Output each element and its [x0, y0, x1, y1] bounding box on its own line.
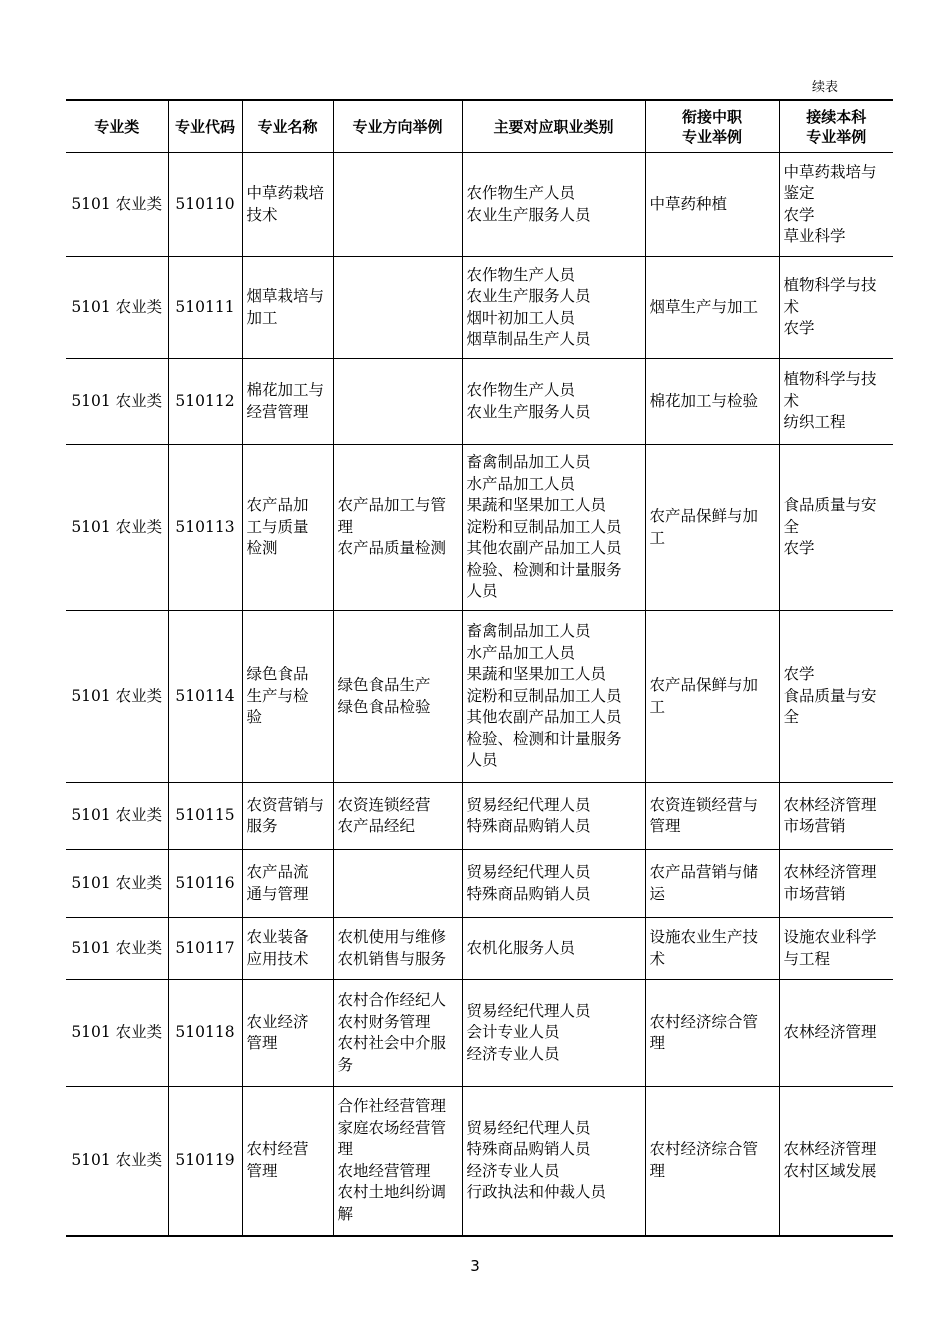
table-row	[66, 918, 893, 980]
cell-direction-line: 农产品质量检测	[337, 539, 447, 558]
cell-jobs	[462, 850, 645, 918]
cell-bachelor-line: 农林经济管理	[783, 863, 877, 881]
cell-name	[242, 445, 333, 611]
cell-name	[242, 257, 333, 359]
cell-bachelor-line: 农学	[783, 665, 815, 684]
cell-secondary-line: 运	[649, 884, 666, 903]
cell-bachelor-line: 中草药栽培与	[783, 162, 877, 181]
cell-jobs-line: 水产品加工人员	[466, 643, 576, 662]
cell-bachelor-line: 设施农业科学	[783, 928, 877, 946]
cell-secondary-line: 理	[649, 1034, 666, 1052]
cell-category: 5101 农业类	[66, 918, 168, 980]
cell-bachelor-line: 全	[783, 708, 800, 727]
cell-direction-line: 农产品经纪	[337, 817, 416, 835]
cell-bachelor-line: 术	[783, 297, 800, 316]
cell-secondary	[645, 783, 779, 850]
cell-bachelor	[779, 611, 893, 783]
cell-secondary	[645, 445, 779, 611]
cell-jobs-line: 果蔬和坚果加工人员	[466, 665, 607, 684]
cell-jobs	[462, 257, 645, 359]
header-secondary-line2: 专业举例	[681, 127, 742, 146]
cell-jobs-line: 检验、检测和计量服务	[466, 560, 622, 579]
cell-secondary-line: 棉花加工与检验	[649, 391, 759, 410]
cell-bachelor-line: 农学	[783, 319, 815, 338]
cell-direction	[333, 153, 462, 257]
cell-category: 5101 农业类	[66, 359, 168, 445]
cell-code: 510110	[168, 153, 242, 257]
cell-direction-line: 农地经营管理	[337, 1161, 431, 1180]
cell-secondary-line: 农村经济综合管	[649, 1012, 759, 1031]
table-body	[66, 153, 893, 1236]
cell-jobs-line: 会计专业人员	[466, 1023, 560, 1042]
cell-name-line: 棉花加工与	[246, 381, 325, 399]
cell-bachelor	[779, 918, 893, 980]
cell-name-line: 农业装备	[246, 928, 309, 946]
cell-name	[242, 850, 333, 918]
cell-secondary-line: 农产品保鲜与加	[649, 676, 759, 694]
cell-bachelor-line: 农林经济管理	[783, 1140, 877, 1159]
cell-bachelor-line: 食品质量与安	[783, 686, 877, 705]
cell-category: 5101 农业类	[66, 257, 168, 359]
cell-jobs-line: 贸易经纪代理人员	[466, 1118, 591, 1137]
header-bachelor-line1: 接续本科	[806, 107, 867, 126]
cell-name-line: 农业经济	[246, 1012, 309, 1031]
cell-name-line: 检测	[246, 539, 278, 558]
cell-bachelor	[779, 359, 893, 445]
table-row	[66, 850, 893, 918]
table-row	[66, 359, 893, 445]
cell-name-line: 服务	[246, 817, 278, 835]
cell-direction	[333, 1087, 462, 1236]
cell-direction-line: 绿色食品检验	[337, 697, 431, 716]
cell-secondary-line: 术	[649, 949, 666, 968]
cell-jobs-line: 经济专业人员	[466, 1161, 560, 1180]
cell-name-line: 中草药栽培	[246, 184, 325, 202]
cell-name-line: 农资营销与	[246, 795, 325, 814]
cell-jobs-line: 烟草制品生产人员	[466, 330, 591, 348]
table-row	[66, 445, 893, 611]
header-secondary-line1: 衔接中职	[681, 107, 742, 126]
cell-code: 510116	[168, 850, 242, 918]
cell-direction-line: 理	[337, 517, 354, 536]
cell-code: 510111	[168, 257, 242, 359]
cell-jobs-line: 贸易经纪代理人员	[466, 1001, 591, 1020]
cell-name-line: 技术	[246, 205, 278, 224]
cell-name-line: 烟草栽培与	[246, 287, 325, 305]
cell-secondary-line: 烟草生产与加工	[649, 297, 759, 316]
header-name: 专业名称	[242, 100, 333, 153]
cell-jobs-line: 人员	[466, 751, 498, 770]
cell-jobs	[462, 918, 645, 980]
cell-name-line: 通与管理	[246, 884, 309, 903]
cell-bachelor-line: 农学	[783, 205, 815, 224]
cell-bachelor	[779, 783, 893, 850]
cell-code: 510117	[168, 918, 242, 980]
cell-name-line: 管理	[246, 1034, 278, 1052]
cell-jobs-line: 贸易经纪代理人员	[466, 863, 591, 881]
cell-direction-line: 家庭农场经营管	[337, 1118, 447, 1137]
cell-direction-line: 农村财务管理	[337, 1012, 431, 1031]
cell-bachelor	[779, 445, 893, 611]
cell-jobs-line: 水产品加工人员	[466, 474, 576, 493]
cell-jobs-line: 农作物生产人员	[466, 265, 576, 284]
cell-jobs	[462, 980, 645, 1087]
cell-direction-line: 合作社经营管理	[337, 1097, 447, 1116]
cell-bachelor-line: 市场营销	[783, 884, 846, 903]
cell-direction-line: 农产品加工与管	[337, 496, 447, 515]
cell-jobs-line: 农业生产服务人员	[466, 287, 591, 305]
header-direction: 专业方向举例	[333, 100, 462, 153]
cell-category: 5101 农业类	[66, 445, 168, 611]
table-row	[66, 153, 893, 257]
cell-name-line: 农产品流	[246, 863, 309, 881]
cell-direction-line: 务	[337, 1055, 354, 1074]
cell-name	[242, 611, 333, 783]
cell-jobs	[462, 611, 645, 783]
cell-code: 510112	[168, 359, 242, 445]
major-catalog-table	[66, 99, 893, 1237]
cell-direction	[333, 257, 462, 359]
cell-code: 510115	[168, 783, 242, 850]
cell-direction	[333, 611, 462, 783]
table-row	[66, 257, 893, 359]
cell-bachelor-line: 纺织工程	[783, 413, 846, 432]
cell-direction	[333, 445, 462, 611]
cell-direction-line: 理	[337, 1140, 354, 1159]
header-bachelor	[779, 100, 893, 153]
cell-bachelor-line: 市场营销	[783, 817, 846, 835]
cell-jobs-line: 检验、检测和计量服务	[466, 729, 622, 748]
cell-bachelor-line: 术	[783, 391, 800, 410]
header-bachelor-line2: 专业举例	[806, 127, 867, 146]
cell-jobs-line: 农业生产服务人员	[466, 402, 591, 421]
cell-name-line: 应用技术	[246, 949, 309, 968]
cell-jobs-line: 畜禽制品加工人员	[466, 453, 591, 472]
cell-secondary-line: 理	[649, 1161, 666, 1180]
cell-jobs-line: 贸易经纪代理人员	[466, 795, 591, 814]
cell-bachelor-line: 鉴定	[783, 184, 815, 202]
cell-jobs-line: 农业生产服务人员	[466, 205, 591, 224]
cell-secondary-line: 中草药种植	[649, 194, 728, 213]
cell-jobs-line: 农作物生产人员	[466, 184, 576, 202]
cell-name-line: 管理	[246, 1161, 278, 1180]
table-row	[66, 1087, 893, 1236]
cell-category: 5101 农业类	[66, 1087, 168, 1236]
cell-bachelor	[779, 1087, 893, 1236]
cell-jobs-line: 农机化服务人员	[466, 938, 576, 957]
cell-bachelor	[779, 980, 893, 1087]
cell-jobs-line: 其他农副产品加工人员	[466, 708, 622, 727]
cell-secondary	[645, 918, 779, 980]
cell-jobs-line: 淀粉和豆制品加工人员	[466, 517, 622, 536]
cell-name	[242, 1087, 333, 1236]
cell-secondary-line: 农资连锁经营与	[649, 795, 759, 814]
cell-category: 5101 农业类	[66, 783, 168, 850]
cell-name-line: 经营管理	[246, 402, 309, 421]
cell-bachelor-line: 植物科学与技	[783, 370, 877, 389]
cell-direction-line: 农村土地纠纷调	[337, 1183, 447, 1202]
cell-name	[242, 359, 333, 445]
cell-code: 510118	[168, 980, 242, 1087]
table-row	[66, 783, 893, 850]
cell-bachelor-line: 草业科学	[783, 227, 846, 245]
cell-code: 510114	[168, 611, 242, 783]
cell-code: 510119	[168, 1087, 242, 1236]
cell-direction	[333, 783, 462, 850]
cell-name-line: 农村经营	[246, 1140, 309, 1159]
cell-direction-line: 农机销售与服务	[337, 949, 447, 968]
cell-secondary	[645, 611, 779, 783]
cell-jobs-line: 特殊商品购销人员	[466, 884, 591, 903]
cell-bachelor	[779, 257, 893, 359]
header-jobs: 主要对应职业类别	[462, 100, 645, 153]
cell-name-line: 工与质量	[246, 517, 309, 536]
cell-bachelor-line: 农林经济管理	[783, 1023, 877, 1042]
cell-jobs	[462, 1087, 645, 1236]
table-row	[66, 611, 893, 783]
cell-direction	[333, 850, 462, 918]
cell-secondary	[645, 359, 779, 445]
cell-direction	[333, 359, 462, 445]
cell-jobs-line: 特殊商品购销人员	[466, 1140, 591, 1159]
cell-jobs-line: 经济专业人员	[466, 1044, 560, 1063]
cell-category: 5101 农业类	[66, 153, 168, 257]
cell-direction-line: 农村社会中介服	[337, 1034, 447, 1052]
cell-direction-line: 农村合作经纪人	[337, 991, 447, 1009]
cell-jobs-line: 特殊商品购销人员	[466, 817, 591, 835]
cell-secondary-line: 工	[649, 528, 666, 547]
cell-bachelor-line: 食品质量与安	[783, 496, 877, 515]
cell-direction-line: 解	[337, 1204, 354, 1223]
cell-secondary-line: 管理	[649, 817, 681, 835]
header-category: 专业类	[66, 100, 168, 153]
cell-bachelor-line: 农林经济管理	[783, 795, 877, 814]
cell-name-line: 加工	[246, 308, 278, 327]
cell-jobs	[462, 153, 645, 257]
cell-jobs	[462, 359, 645, 445]
continued-label: 续表	[812, 80, 839, 95]
cell-category: 5101 农业类	[66, 611, 168, 783]
header-code: 专业代码	[168, 100, 242, 153]
cell-jobs-line: 人员	[466, 582, 498, 601]
cell-secondary	[645, 153, 779, 257]
cell-name-line: 验	[246, 708, 263, 727]
cell-bachelor-line: 农村区域发展	[783, 1161, 877, 1180]
cell-name-line: 农产品加	[246, 496, 309, 515]
cell-secondary-line: 设施农业生产技	[649, 928, 759, 946]
cell-secondary-line: 农产品保鲜与加	[649, 507, 759, 525]
cell-bachelor	[779, 153, 893, 257]
cell-category: 5101 农业类	[66, 980, 168, 1087]
cell-jobs-line: 果蔬和坚果加工人员	[466, 496, 607, 515]
cell-category: 5101 农业类	[66, 850, 168, 918]
cell-direction-line: 农资连锁经营	[337, 795, 431, 814]
cell-bachelor-line: 农学	[783, 539, 815, 558]
cell-direction	[333, 980, 462, 1087]
cell-jobs	[462, 783, 645, 850]
cell-bachelor-line: 植物科学与技	[783, 276, 877, 295]
cell-direction-line: 农机使用与维修	[337, 928, 447, 946]
cell-jobs-line: 农作物生产人员	[466, 381, 576, 399]
cell-jobs-line: 淀粉和豆制品加工人员	[466, 686, 622, 705]
cell-secondary	[645, 980, 779, 1087]
table-header-row	[66, 100, 893, 153]
cell-name	[242, 918, 333, 980]
cell-secondary-line: 工	[649, 697, 666, 716]
cell-secondary-line: 农村经济综合管	[649, 1140, 759, 1159]
cell-jobs	[462, 445, 645, 611]
cell-name	[242, 153, 333, 257]
cell-direction-line: 绿色食品生产	[337, 676, 431, 694]
cell-name-line: 绿色食品	[246, 665, 309, 684]
cell-jobs-line: 其他农副产品加工人员	[466, 539, 622, 558]
cell-code: 510113	[168, 445, 242, 611]
cell-direction	[333, 918, 462, 980]
table-row	[66, 980, 893, 1087]
cell-bachelor-line: 与工程	[783, 949, 831, 968]
cell-bachelor-line: 全	[783, 517, 800, 536]
cell-name-line: 生产与检	[246, 686, 309, 705]
cell-secondary	[645, 850, 779, 918]
cell-jobs-line: 畜禽制品加工人员	[466, 622, 591, 641]
cell-name	[242, 980, 333, 1087]
cell-jobs-line: 行政执法和仲裁人员	[466, 1183, 607, 1202]
cell-jobs-line: 烟叶初加工人员	[466, 308, 576, 327]
cell-secondary	[645, 257, 779, 359]
cell-secondary	[645, 1087, 779, 1236]
cell-secondary-line: 农产品营销与储	[649, 863, 759, 881]
header-secondary	[645, 100, 779, 153]
cell-name	[242, 783, 333, 850]
cell-bachelor	[779, 850, 893, 918]
page-number: 3	[470, 1257, 480, 1275]
